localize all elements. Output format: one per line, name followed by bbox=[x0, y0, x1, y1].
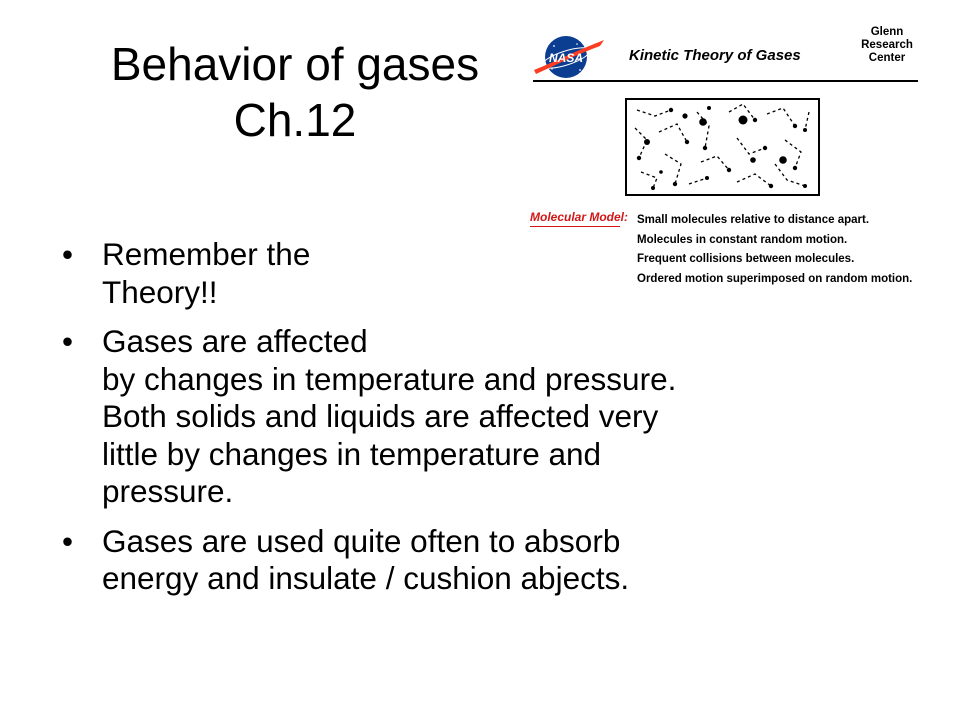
bullet-text: • Gases are used quite often to absorb bbox=[102, 522, 621, 559]
center-name-line-1: Glenn bbox=[870, 26, 904, 38]
slide-title bbox=[70, 36, 520, 148]
model-point: Small molecules relative to distance apart. bbox=[637, 214, 870, 226]
bullet-item bbox=[62, 323, 802, 511]
bullet-item bbox=[62, 523, 802, 598]
slide-title-line-1: Behavior of gases bbox=[110, 38, 480, 90]
bullet-item bbox=[62, 236, 802, 311]
molecular-model-label: Molecular Model: bbox=[530, 210, 629, 224]
bullet-text: little by changes in temperature and bbox=[102, 435, 602, 472]
bullet-list bbox=[62, 236, 802, 598]
model-point: Ordered motion superimposed on random motion. bbox=[637, 272, 913, 285]
bullet-text: • Remember the bbox=[102, 236, 311, 272]
bullet-text: by changes in temperature and pressure. bbox=[102, 360, 677, 397]
nasa-logo-text: NASA bbox=[548, 51, 584, 65]
figure-header-rule bbox=[533, 80, 918, 82]
center-name-line-2: Research bbox=[861, 39, 913, 51]
bullet-text: Theory!! bbox=[102, 273, 218, 310]
molecular-model-underline bbox=[530, 226, 620, 227]
bullet-text: energy and insulate / cushion abjects. bbox=[102, 560, 630, 596]
model-point: Molecules in constant random motion. bbox=[637, 233, 848, 246]
nasa-logo-icon bbox=[530, 32, 608, 82]
research-center-name bbox=[856, 26, 918, 65]
bullet-text: pressure. bbox=[102, 473, 234, 509]
center-name-line-3: Center bbox=[868, 52, 906, 64]
model-point: Frequent collisions between molecules. bbox=[637, 253, 855, 265]
slide-title-line-2: Ch.12 bbox=[233, 94, 357, 146]
bullet-text: Both solids and liquids are affected very bbox=[102, 398, 659, 434]
figure-title: Kinetic Theory of Gases bbox=[629, 47, 801, 64]
bullet-text: • Gases are affected bbox=[102, 323, 368, 359]
gas-molecules-diagram bbox=[625, 98, 820, 196]
